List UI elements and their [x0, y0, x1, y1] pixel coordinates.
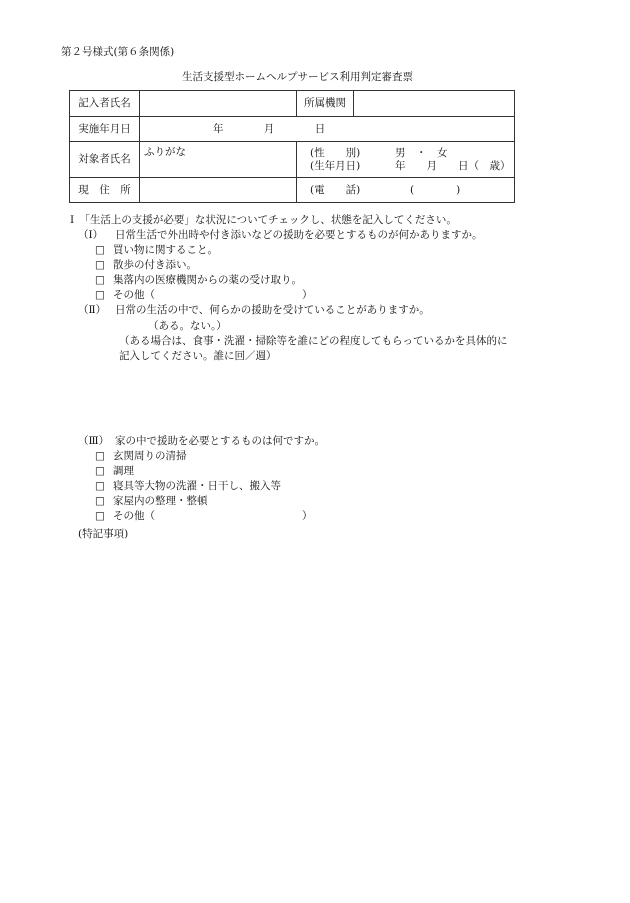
date-field[interactable] — [140, 117, 515, 142]
birth-label: (生年月日) — [310, 159, 361, 172]
checkbox-icon[interactable]: □ — [95, 495, 105, 507]
q2-label: （Ⅱ） — [78, 304, 107, 316]
q3-text: 家の中で援助を必要とするものは何ですか。 — [115, 435, 325, 447]
section1-heading: Ⅰ 「生活上の支援が必要」な状況についてチェックし、状態を記入してください。 — [70, 214, 457, 226]
q3-item[interactable]: □ 家屋内の整理・整頓 — [95, 495, 208, 507]
date-month: 月 — [263, 122, 275, 135]
q3-label: （Ⅲ） — [78, 435, 110, 447]
form-title: 生活支援型ホームヘルプサービス利用判定審査票 — [182, 71, 413, 83]
phone-cell[interactable] — [297, 178, 515, 203]
form-number: 第２号様式(第６条関係) — [61, 46, 175, 58]
checkbox-icon[interactable]: □ — [95, 480, 105, 492]
birth-value[interactable]: 年 月 日（ 歳） — [395, 159, 511, 172]
address-label: 現 住 所 — [70, 178, 140, 203]
q3-item[interactable]: □ 調理 — [95, 465, 134, 477]
subject-label: 対象者氏名 — [70, 142, 140, 178]
checkbox-icon[interactable]: □ — [95, 450, 105, 462]
q2-note-line1: （ある場合は、食事・洗濯・掃除等を誰にどの程度してもらっているかを具体的に — [119, 335, 508, 347]
q1-label: （Ⅰ） — [78, 229, 104, 241]
subject-details — [297, 142, 515, 178]
furigana-label: ふりがな — [144, 146, 186, 158]
q3-item[interactable]: □ その他（ ） — [95, 510, 313, 522]
checkbox-icon[interactable]: □ — [95, 259, 105, 271]
q1-item[interactable]: □ 買い物に関すること。 — [95, 244, 218, 256]
phone-value: ( ) — [410, 183, 461, 196]
recorder-field[interactable] — [140, 91, 297, 117]
checkbox-icon[interactable]: □ — [95, 289, 105, 301]
recorder-label: 記入者氏名 — [70, 91, 140, 117]
q3-item[interactable]: □ 玄関周りの清掃 — [95, 450, 187, 462]
address-field[interactable] — [140, 178, 297, 203]
checkbox-icon[interactable]: □ — [95, 465, 105, 477]
gender-options[interactable]: 男 ・ 女 — [395, 146, 448, 159]
affiliation-label: 所属機関 — [297, 91, 354, 117]
phone-label: (電 話) — [310, 183, 361, 196]
info-table — [69, 90, 515, 203]
affiliation-field[interactable] — [354, 91, 515, 117]
subject-field[interactable] — [140, 142, 297, 178]
q1-item[interactable]: □ その他（ ） — [95, 289, 313, 301]
q1-text: 日常生活で外出時や付き添いなどの援助を必要とするものが何かありますか。 — [115, 229, 483, 241]
q1-item[interactable]: □ 集落内の医療機関からの薬の受け取り。 — [95, 274, 302, 286]
checkbox-icon[interactable]: □ — [95, 274, 105, 286]
q3-item[interactable]: □ 寝具等大物の洗濯・日干し、搬入等 — [95, 480, 281, 492]
date-label: 実施年月日 — [70, 117, 140, 142]
q2-note-line2: 記入してください。誰に回／週） — [119, 350, 277, 362]
date-day: 日 — [314, 122, 326, 135]
gender-label: (性 別) — [310, 146, 361, 159]
checkbox-icon[interactable]: □ — [95, 244, 105, 256]
special-notes-label: (特記事項) — [78, 528, 129, 540]
q2-text: 日常の生活の中で、何らかの援助を受けていることがありますか。 — [115, 304, 430, 316]
q1-item[interactable]: □ 散歩の付き添い。 — [95, 259, 197, 271]
q2-answer[interactable]: （ある。ない。） — [148, 320, 227, 332]
checkbox-icon[interactable]: □ — [95, 510, 105, 522]
date-year: 年 — [213, 122, 224, 135]
